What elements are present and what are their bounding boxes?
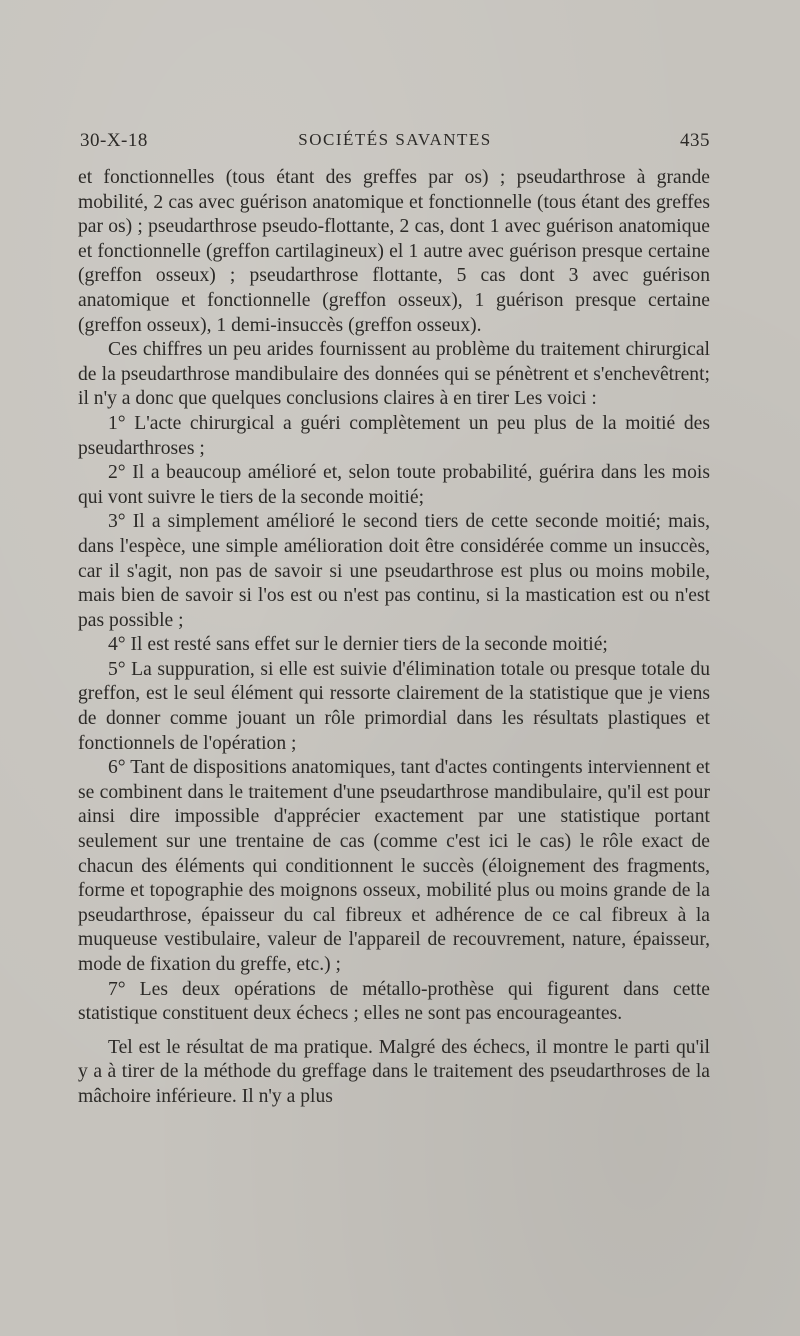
- header-date: 30-X-18: [80, 130, 148, 151]
- conclusion-2: 2° Il a beaucoup amélioré et, selon toute probabilité, guérira dans les mois qui vont suivre le tiers de la seconde moitié;: [78, 462, 710, 508]
- paragraph-continuation: et fonctionnelles (tous étant des greffes par os) ; pseudarthrose à grande mobilité, 2 cas avec guérison anatomique et fonctionnelle (tous étant des greffes par os) ; pseudarthrose pseudo-flottante, 2 cas, dont 1 avec guérison anatomique et fonctionnelle (greffon cartilagineux) el 1 autre avec guérison presque certaine (greffon osseux) ; pseudarthrose flottante, 5 cas dont 3 avec guérison anatomique et fonctionnelle (greffon osseux), 1 guérison presque certaine (greffon osseux), 1 demi-insuccès (greffon osseux).: [78, 167, 710, 336]
- page-number: 435: [680, 130, 710, 151]
- body-text: [78, 166, 710, 1110]
- conclusion-7: 7° Les deux opérations de métallo-prothèse qui figurent dans cette statistique constituent deux échecs ; elles ne sont pas encourageantes.: [78, 978, 710, 1025]
- conclusion-6: 6° Tant de dispositions anatomiques, tant d'actes contingents interviennent et se combinent dans le traitement d'une pseudarthrose mandibulaire, qu'il est pour ainsi dire impossible d'apprécier exactement par une statistique portant seulement sur une trentaine de cas (comme c'est ici le cas) le rôle exact de chacun des éléments qui conditionnent le succès (éloignement des fragments, forme et topographie des moignons osseux, mobilité plus ou moins grande de la pseudarthrose, épaisseur du cal fibreux et adhérence de ce cal fibreux à la muqueuse vestibulaire, valeur de l'appareil de recouvrement, nature, épaisseur, mode de fixation du greffe, etc.) ;: [78, 757, 710, 975]
- conclusion-5: 5° La suppuration, si elle est suivie d'élimination totale ou presque totale du greffon, est le seul élément qui ressorte clairement de la statistique que je viens de donner comme jouant un rôle primordial dans les résultats plastiques et fonctionnels de l'opération ;: [78, 658, 710, 754]
- paragraph-figures: Ces chiffres un peu arides fournissent au problème du traitement chirurgical de la pseudarthrose mandibulaire des données qui se pénètrent et s'enchevêtrent; il n'y a donc que quelques conclusions claires à en tirer Les voici :: [78, 339, 710, 410]
- conclusion-4: 4° Il est resté sans effet sur le dernier tiers de la seconde moitié;: [108, 634, 608, 656]
- running-title: SOCIÉTÉS SAVANTES: [298, 130, 492, 149]
- paragraph-result: Tel est le résultat de ma pratique. Malgré des échecs, il montre le parti qu'il y a à tirer de la méthode du greffage dans le traitement des pseudarthroses de la mâchoire inférieure. Il n'y a plus: [78, 1036, 710, 1107]
- page-header: [80, 130, 710, 156]
- conclusion-1: 1° L'acte chirurgical a guéri complètement un peu plus de la moitié des pseudarthroses ;: [78, 412, 710, 459]
- conclusion-3: 3° Il a simplement amélioré le second tiers de cette seconde moitié; mais, dans l'espèce, une simple amélioration doit être considérée comme un insuccès, car il s'agit, non pas de savoir si une pseudarthrose est plus ou moins mobile, mais bien de savoir si l'os est ou n'est pas continu, si la mastication est ou n'est pas possible ;: [78, 511, 710, 631]
